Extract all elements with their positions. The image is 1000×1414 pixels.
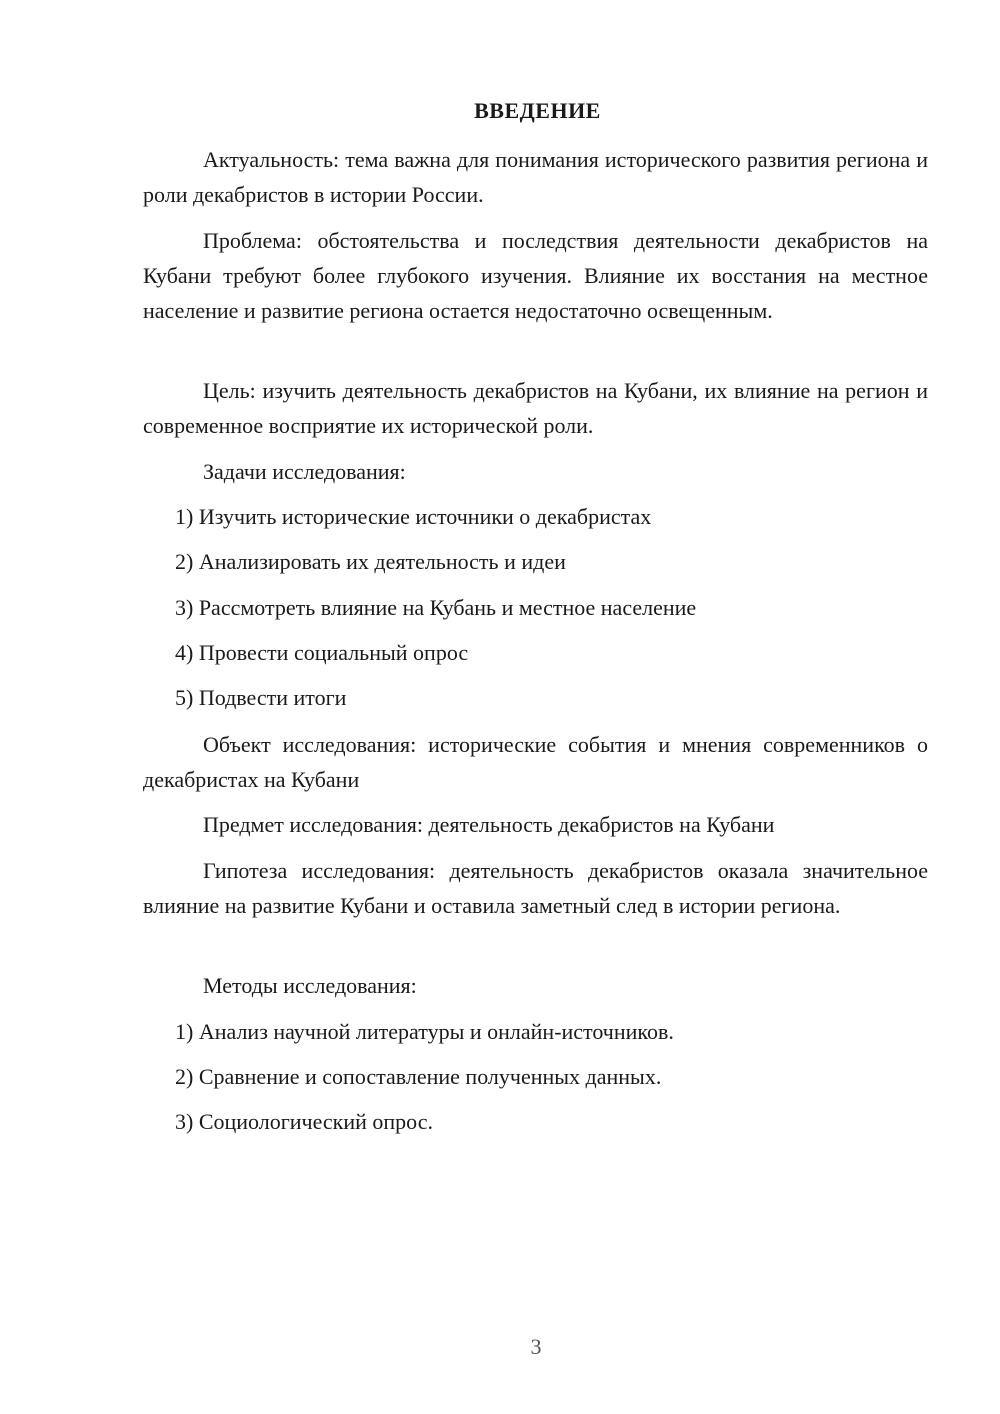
tasks-heading: Задачи исследования: [203, 459, 406, 484]
methods-heading: Методы исследования: [203, 973, 417, 998]
hypothesis-paragraph: Гипотеза исследования: деятельность декабристов оказала значительное влияние на развитие Кубани и оставила заметный след в истории региона. [143, 858, 928, 918]
goal-paragraph: Цель: изучить деятельность декабристов на Кубани, их влияние на регион и современное восприятие их исторической роли. [143, 378, 928, 438]
task-list-item: 5) Подвести итоги [175, 685, 347, 710]
method-list-item: 1) Анализ научной литературы и онлайн-источников. [175, 1019, 674, 1044]
task-list-item: 1) Изучить исторические источники о декабристах [175, 504, 652, 529]
subject-paragraph: Предмет исследования: деятельность декабристов на Кубани [203, 812, 775, 837]
task-list-item: 4) Провести социальный опрос [175, 640, 469, 665]
object-paragraph: Объект исследования: исторические события и мнения современников о декабристах на Кубани [143, 732, 928, 792]
method-list-item: 2) Сравнение и сопоставление полученных данных. [175, 1064, 662, 1089]
relevance-paragraph: Актуальность: тема важна для понимания исторического развития региона и роли декабристов в истории России. [143, 147, 928, 207]
method-list-item: 3) Социологический опрос. [175, 1109, 433, 1134]
page-title: ВВЕДЕНИЕ [474, 98, 601, 123]
task-list-item: 3) Рассмотреть влияние на Кубань и местное население [175, 595, 697, 620]
problem-paragraph: Проблема: обстоятельства и последствия деятельности декабристов на Кубани требуют более глубокого изучения. Влияние их восстания на местное население и развитие региона остается недостаточно освещенным. [143, 228, 928, 323]
task-list-item: 2) Анализировать их деятельность и идеи [175, 549, 566, 574]
page-number: 3 [530, 1334, 542, 1359]
